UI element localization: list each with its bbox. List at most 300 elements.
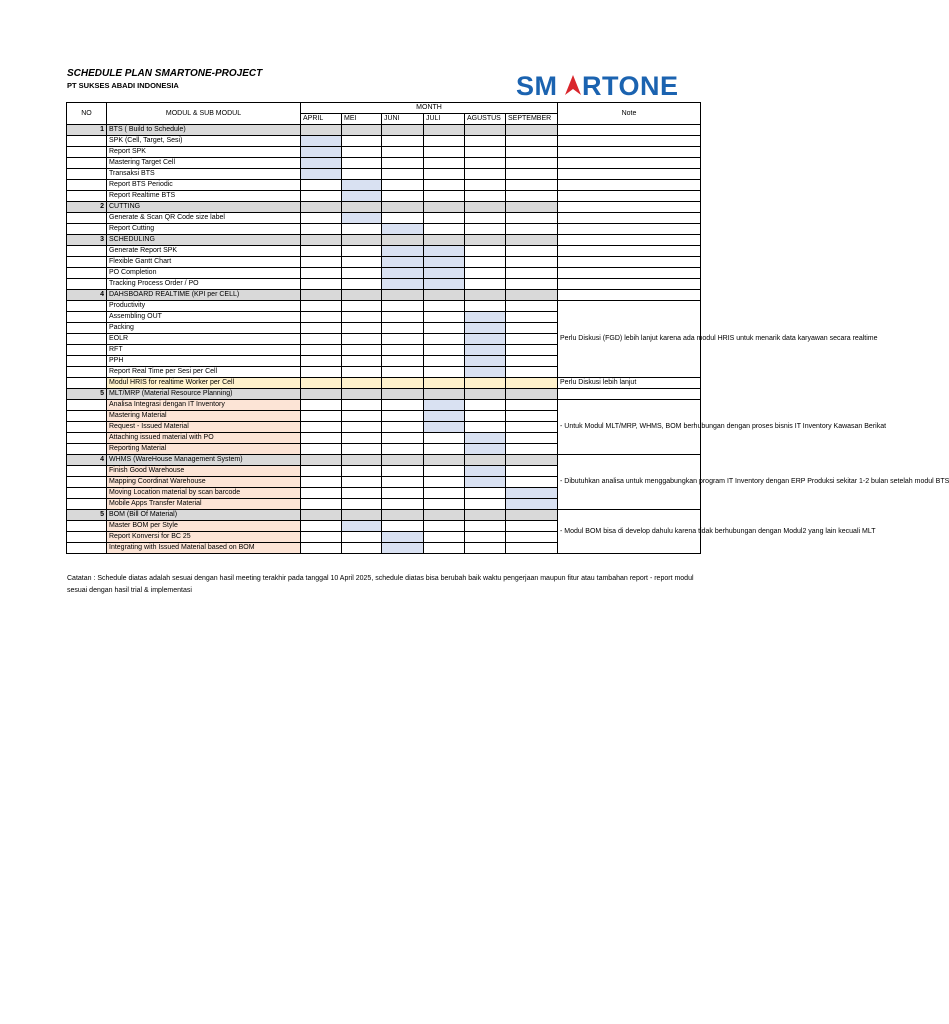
note-cell [558, 158, 701, 169]
header-note: Note [558, 103, 701, 125]
month-cell [465, 213, 506, 224]
row-number [67, 477, 107, 488]
row-number [67, 268, 107, 279]
month-cell [382, 367, 424, 378]
month-cell [382, 455, 424, 466]
month-cell [382, 301, 424, 312]
note-cell [558, 136, 701, 147]
month-cell [301, 367, 342, 378]
month-cell [506, 224, 558, 235]
month-cell [506, 136, 558, 147]
schedule-bar [465, 323, 506, 334]
month-cell [342, 323, 382, 334]
month-cell [301, 125, 342, 136]
month-cell [506, 301, 558, 312]
month-cell [465, 389, 506, 400]
month-cell [424, 521, 465, 532]
month-cell [301, 246, 342, 257]
month-cell [301, 334, 342, 345]
row-number [67, 433, 107, 444]
month-cell [301, 444, 342, 455]
row-number [67, 158, 107, 169]
svg-text:RTONE: RTONE [582, 71, 679, 101]
note-cell [558, 268, 701, 279]
note-cell [558, 279, 701, 290]
month-cell [301, 378, 342, 389]
month-cell [301, 400, 342, 411]
month-cell [424, 367, 465, 378]
row-number [67, 543, 107, 554]
submodule-label: Transaksi BTS [107, 169, 301, 180]
note-cell [558, 147, 701, 158]
month-cell [424, 180, 465, 191]
month-cell [506, 191, 558, 202]
month-juni: JUNI [382, 114, 424, 125]
row-number [67, 411, 107, 422]
month-cell [301, 455, 342, 466]
row-number: 5 [67, 510, 107, 521]
month-cell [301, 543, 342, 554]
schedule-bar [301, 147, 342, 158]
note-cell [558, 125, 701, 136]
category-label: WHMS (WareHouse Management System) [107, 455, 301, 466]
month-cell [424, 312, 465, 323]
note-cell [558, 191, 701, 202]
month-cell [424, 433, 465, 444]
month-cell [424, 510, 465, 521]
month-cell [301, 389, 342, 400]
category-label: DAHSBOARD REALTIME (KPI per CELL) [107, 290, 301, 301]
company-name: PT SUKSES ABADI INDONESIA [67, 81, 179, 90]
month-cell [465, 268, 506, 279]
note-cell [558, 246, 701, 257]
month-cell [382, 213, 424, 224]
row-number [67, 301, 107, 312]
month-cell [465, 532, 506, 543]
month-cell [424, 444, 465, 455]
month-cell [506, 158, 558, 169]
row-number [67, 532, 107, 543]
month-cell [382, 125, 424, 136]
month-cell [424, 356, 465, 367]
month-cell [506, 422, 558, 433]
submodule-label: PO Completion [107, 268, 301, 279]
month-cell [382, 136, 424, 147]
month-cell [382, 180, 424, 191]
month-cell [506, 411, 558, 422]
month-cell [506, 345, 558, 356]
row-number [67, 499, 107, 510]
submodule-label: Mobile Apps Transfer Material [107, 499, 301, 510]
note-cell: - Modul BOM bisa di develop dahulu karena tidak berhubungan dengan Modul2 yang lain kecuali MLT [558, 510, 701, 554]
month-cell [342, 158, 382, 169]
month-cell [506, 433, 558, 444]
month-cell [342, 400, 382, 411]
schedule-bar [465, 477, 506, 488]
month-cell [465, 136, 506, 147]
submodule-label: PPH [107, 356, 301, 367]
month-cell [301, 466, 342, 477]
schedule-bar [301, 136, 342, 147]
row-number [67, 169, 107, 180]
table-row [67, 147, 701, 158]
month-cell [465, 510, 506, 521]
month-cell [424, 488, 465, 499]
month-cell [465, 400, 506, 411]
month-cell [506, 378, 558, 389]
month-cell [506, 466, 558, 477]
month-mei: MEI [342, 114, 382, 125]
month-cell [342, 147, 382, 158]
submodule-label: Productivity [107, 301, 301, 312]
month-cell [424, 455, 465, 466]
header-no: NO [67, 103, 107, 125]
schedule-bar [424, 422, 465, 433]
month-september: SEPTEMBER [506, 114, 558, 125]
month-cell [506, 268, 558, 279]
month-cell [465, 202, 506, 213]
submodule-label: Reporting Material [107, 444, 301, 455]
table-row [67, 136, 701, 147]
category-row [67, 202, 701, 213]
month-cell [465, 543, 506, 554]
table-row [67, 169, 701, 180]
month-cell [342, 345, 382, 356]
row-number [67, 400, 107, 411]
month-cell [301, 202, 342, 213]
schedule-bar [424, 268, 465, 279]
month-cell [342, 301, 382, 312]
table-row [67, 279, 701, 290]
table-row [67, 246, 701, 257]
month-cell [342, 466, 382, 477]
month-cell [301, 499, 342, 510]
submodule-label: RFT [107, 345, 301, 356]
month-cell [342, 433, 382, 444]
month-cell [301, 257, 342, 268]
schedule-bar [342, 180, 382, 191]
row-number [67, 356, 107, 367]
month-cell [465, 290, 506, 301]
month-cell [506, 532, 558, 543]
month-cell [382, 477, 424, 488]
row-number: 3 [67, 235, 107, 246]
month-cell [342, 378, 382, 389]
row-number [67, 213, 107, 224]
schedule-bar [465, 334, 506, 345]
note-cell [558, 290, 701, 301]
note-cell [558, 257, 701, 268]
category-row [67, 389, 701, 400]
submodule-label: Mapping Coordinat Warehouse [107, 477, 301, 488]
schedule-bar [301, 169, 342, 180]
schedule-bar [382, 257, 424, 268]
month-cell [301, 191, 342, 202]
submodule-label: Analisa Integrasi dengan IT Inventory [107, 400, 301, 411]
month-cell [382, 235, 424, 246]
month-cell [506, 279, 558, 290]
month-cell [382, 499, 424, 510]
note-cell [558, 169, 701, 180]
month-cell [506, 147, 558, 158]
month-cell [424, 125, 465, 136]
month-cell [382, 334, 424, 345]
schedule-bar [465, 356, 506, 367]
submodule-label: Master BOM per Style [107, 521, 301, 532]
month-cell [506, 246, 558, 257]
month-cell [506, 389, 558, 400]
row-number [67, 323, 107, 334]
schedule-table [66, 102, 949, 554]
month-cell [465, 191, 506, 202]
month-cell [342, 367, 382, 378]
schedule-bar [465, 444, 506, 455]
month-cell [342, 444, 382, 455]
month-cell [301, 279, 342, 290]
row-number [67, 345, 107, 356]
month-cell [342, 411, 382, 422]
month-cell [342, 224, 382, 235]
month-cell [506, 400, 558, 411]
schedule-bar [382, 543, 424, 554]
submodule-label: Report Realtime BTS [107, 191, 301, 202]
svg-text:SM: SM [516, 71, 558, 101]
month-cell [465, 125, 506, 136]
month-cell [506, 213, 558, 224]
month-cell [342, 246, 382, 257]
submodule-label: Finish Good Warehouse [107, 466, 301, 477]
row-number: 1 [67, 125, 107, 136]
month-cell [424, 213, 465, 224]
month-cell [424, 499, 465, 510]
table-row [67, 268, 701, 279]
month-cell [382, 488, 424, 499]
month-cell [465, 257, 506, 268]
month-cell [342, 422, 382, 433]
month-cell [382, 158, 424, 169]
submodule-label: Generate & Scan QR Code size label [107, 213, 301, 224]
month-cell [506, 290, 558, 301]
month-cell [301, 411, 342, 422]
month-cell [465, 301, 506, 312]
month-cell [465, 488, 506, 499]
month-cell [506, 356, 558, 367]
page-title: SCHEDULE PLAN SMARTONE-PROJECT [67, 68, 263, 79]
submodule-label: Moving Location material by scan barcode [107, 488, 301, 499]
month-cell [342, 543, 382, 554]
month-cell [465, 455, 506, 466]
note-cell: Perlu Diskusi (FGD) lebih lanjut karena ada modul HRIS untuk menarik data karyawan secara realtime [558, 301, 701, 378]
month-cell [342, 125, 382, 136]
row-number [67, 312, 107, 323]
month-cell [465, 246, 506, 257]
month-cell [342, 488, 382, 499]
table-row [67, 191, 701, 202]
month-cell [301, 521, 342, 532]
header-modul: MODUL & SUB MODUL [107, 103, 301, 125]
month-cell [424, 334, 465, 345]
month-cell [342, 312, 382, 323]
month-cell [301, 235, 342, 246]
month-cell [506, 125, 558, 136]
schedule-bar [506, 488, 558, 499]
row-number [67, 246, 107, 257]
note-cell [558, 235, 701, 246]
month-cell [424, 158, 465, 169]
schedule-bar [342, 213, 382, 224]
month-cell [382, 356, 424, 367]
month-cell [382, 290, 424, 301]
month-cell [424, 224, 465, 235]
note-cell [558, 389, 701, 400]
schedule-bar [424, 257, 465, 268]
month-cell [506, 257, 558, 268]
month-cell [506, 312, 558, 323]
month-cell [382, 422, 424, 433]
month-cell [382, 411, 424, 422]
table-row [67, 213, 701, 224]
table-row [67, 301, 701, 312]
month-cell [301, 312, 342, 323]
month-cell [506, 455, 558, 466]
note-cell: Perlu Diskusi lebih lanjut [558, 378, 701, 389]
schedule-bar [382, 279, 424, 290]
submodule-label: Integrating with Issued Material based on BOM [107, 543, 301, 554]
submodule-label: Report Cutting [107, 224, 301, 235]
month-juli: JULI [424, 114, 465, 125]
submodule-label: Report BTS Periodic [107, 180, 301, 191]
schedule-body [67, 125, 949, 554]
month-cell [301, 422, 342, 433]
row-number [67, 180, 107, 191]
month-cell [506, 235, 558, 246]
row-number [67, 191, 107, 202]
table-row [67, 400, 701, 411]
month-cell [424, 191, 465, 202]
month-cell [301, 532, 342, 543]
smartone-logo [516, 70, 686, 100]
schedule-bar [506, 499, 558, 510]
row-number [67, 367, 107, 378]
row-number [67, 422, 107, 433]
submodule-label: SPK (Cell, Target, Sesi) [107, 136, 301, 147]
month-cell [465, 378, 506, 389]
month-cell [424, 378, 465, 389]
month-cell [382, 345, 424, 356]
month-cell [301, 510, 342, 521]
submodule-label: Modul HRIS for realtime Worker per Cell [107, 378, 301, 389]
month-cell [382, 466, 424, 477]
month-cell [382, 400, 424, 411]
row-number [67, 279, 107, 290]
category-label: BOM (Bill Of Material) [107, 510, 301, 521]
month-cell [506, 543, 558, 554]
month-cell [382, 147, 424, 158]
month-cell [465, 169, 506, 180]
month-cell [342, 455, 382, 466]
month-cell [424, 543, 465, 554]
month-cell [342, 510, 382, 521]
row-number [67, 136, 107, 147]
month-cell [506, 202, 558, 213]
note-cell [558, 213, 701, 224]
month-cell [465, 411, 506, 422]
month-cell [424, 389, 465, 400]
month-cell [506, 334, 558, 345]
month-cell [506, 169, 558, 180]
row-number [67, 488, 107, 499]
month-cell [424, 147, 465, 158]
month-cell [342, 235, 382, 246]
month-cell [342, 136, 382, 147]
month-cell [424, 235, 465, 246]
month-cell [301, 268, 342, 279]
category-label: CUTTING [107, 202, 301, 213]
schedule-bar [382, 532, 424, 543]
month-cell [506, 521, 558, 532]
schedule-bar [465, 367, 506, 378]
month-cell [342, 477, 382, 488]
month-cell [301, 433, 342, 444]
month-cell [382, 169, 424, 180]
month-cell [382, 510, 424, 521]
month-cell [424, 323, 465, 334]
category-row [67, 290, 701, 301]
header-month: MONTH [301, 103, 558, 114]
note-cell: - Untuk Modul MLT/MRP, WHMS, BOM berhubungan dengan proses bisnis IT Inventory Kawasan Berikat [558, 400, 701, 455]
submodule-label: Report SPK [107, 147, 301, 158]
category-row [67, 455, 701, 466]
month-cell [342, 268, 382, 279]
footnote: Catatan : Schedule diatas adalah sesuai dengan hasil meeting terakhir pada tanggal 10 April 2025, schedule diatas bisa berubah baik waktu pengerjaan maupun fitur atau tambahan report - report modul sesuai dengan hasil trial & implementasi [67, 575, 694, 594]
note-cell: - Dibutuhkan analisa untuk menggabungkan program IT Inventory dengan ERP Produksi sekitar 1-2 bulan setelah modul BTS [558, 455, 701, 510]
note-cell [558, 180, 701, 191]
schedule-bar [424, 279, 465, 290]
month-cell [382, 191, 424, 202]
category-row [67, 125, 701, 136]
row-number: 2 [67, 202, 107, 213]
submodule-label: Report Real Time per Sesi per Cell [107, 367, 301, 378]
month-cell [465, 158, 506, 169]
month-cell [301, 345, 342, 356]
submodule-label: Packing [107, 323, 301, 334]
table-row [67, 158, 701, 169]
schedule-bar [465, 345, 506, 356]
submodule-label: EOLR [107, 334, 301, 345]
row-number [67, 378, 107, 389]
submodule-label: Mastering Target Cell [107, 158, 301, 169]
month-cell [342, 389, 382, 400]
month-cell [342, 356, 382, 367]
month-cell [424, 301, 465, 312]
row-number: 5 [67, 389, 107, 400]
month-cell [301, 290, 342, 301]
table-row [67, 224, 701, 235]
submodule-label: Assembling OUT [107, 312, 301, 323]
month-cell [382, 521, 424, 532]
category-label: MLT/MRP (Material Resource Planning) [107, 389, 301, 400]
submodule-label: Request - Issued Material [107, 422, 301, 433]
month-cell [342, 499, 382, 510]
month-cell [301, 224, 342, 235]
schedule-bar [342, 521, 382, 532]
month-cell [301, 180, 342, 191]
month-cell [465, 147, 506, 158]
month-cell [424, 290, 465, 301]
table-row [67, 257, 701, 268]
row-number: 4 [67, 290, 107, 301]
schedule-bar [382, 246, 424, 257]
